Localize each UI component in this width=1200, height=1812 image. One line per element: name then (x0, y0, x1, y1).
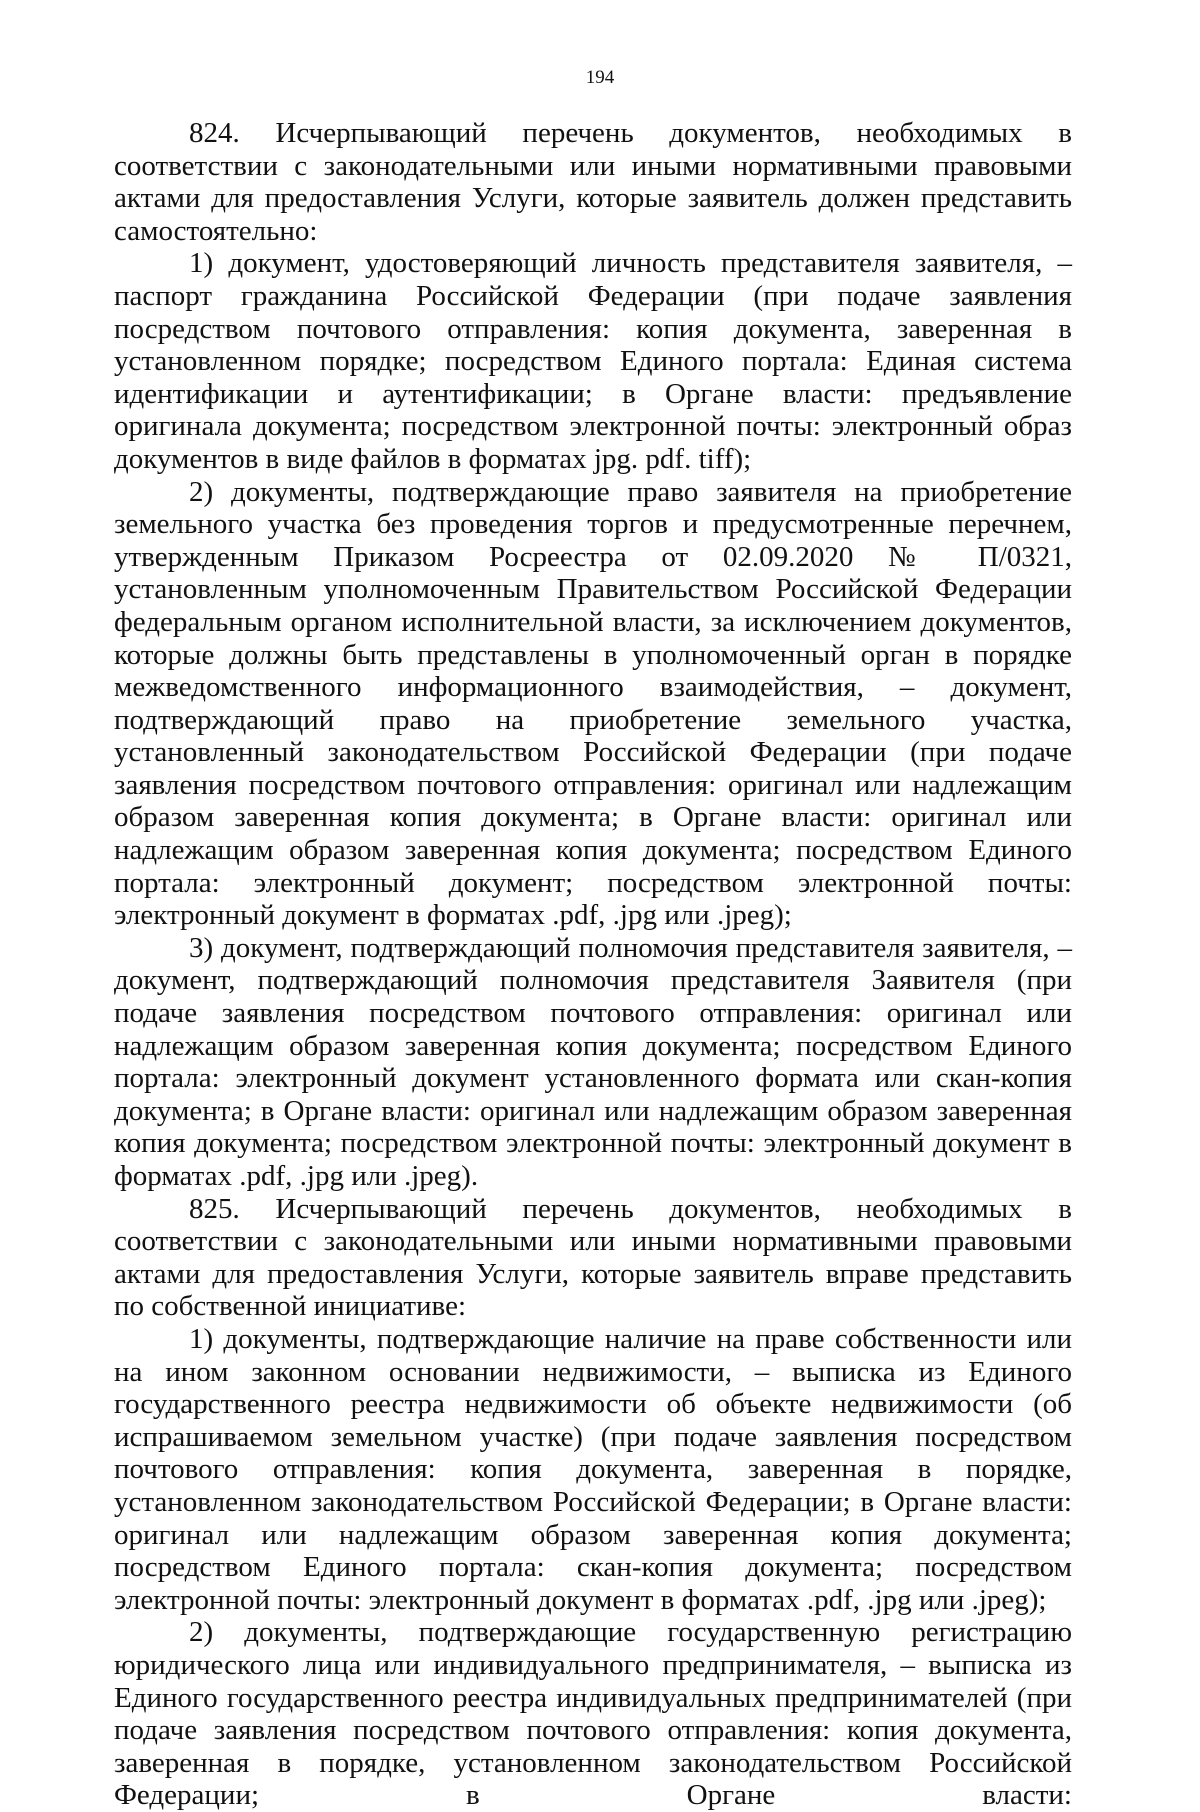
document-body (114, 117, 1072, 1812)
paragraph-824-item-1: 1) документ, удостоверяющий личность представителя заявителя, – паспорт гражданина Российской Федерации (при подаче заявления посредством почтового отправления: копия документа, заверенная в установленном порядке; посредством Единого портала: Единая система идентификации и аутентификации; в Органе власти: предъявление оригинала документа; посредством электронной почты: электронный образ документов в виде файлов в форматах jpg. pdf. tiff); (114, 247, 1072, 475)
paragraph-825-item-1: 1) документы, подтверждающие наличие на праве собственности или на ином законном основании недвижимости, – выписка из Единого государственного реестра недвижимости об объекте недвижимости (об испрашиваемом земельном участке) (при подаче заявления посредством почтового отправления: копия документа, заверенная в порядке, установленном законодательством Российской Федерации; в Органе власти: оригинал или надлежащим образом заверенная копия документа; посредством Единого портала: скан-копия документа; посредством электронной почты: электронный документ в форматах .pdf, .jpg или .jpeg); (114, 1322, 1072, 1616)
page-number: 194 (585, 67, 615, 88)
paragraph-824-item-2: 2) документы, подтверждающие право заявителя на приобретение земельного участка без проведения торгов и предусмотренные перечнем, утвержденным Приказом Росреестра от 02.09.2020 № П/0321, установленным уполномоченным Правительством Российской Федерации федеральным органом исполнительной власти, за исключением документов, которые должны быть представлены в уполномоченный орган в порядке межведомственного информационного взаимодействия, – документ, подтверждающий право на приобретение земельного участка, установленный законодательством Российской Федерации (при подаче заявления посредством почтового отправления: оригинал или надлежащим образом заверенная копия документа; в Органе власти: оригинал или надлежащим образом заверенная копия документа; посредством Единого портала: электронный документ; посредством электронной почты: электронный документ в форматах .pdf, .jpg или .jpeg); (114, 475, 1072, 932)
paragraph-825-item-2: 2) документы, подтверждающие государственную регистрацию юридического лица или индивидуального предпринимателя, – выписка из Единого государственного реестра индивидуальных предпринимателей (при подаче заявления посредством почтового отправления: копия документа, заверенная в порядке, установленном законодательством Российской Федерации; в Органе власти: (114, 1616, 1072, 1812)
paragraph-824: 824. Исчерпывающий перечень документов, необходимых в соответствии с законодательными или иными нормативными правовыми актами для предоставления Услуги, которые заявитель должен представить самостоятельно: (114, 117, 1072, 247)
paragraph-824-item-3: 3) документ, подтверждающий полномочия представителя заявителя, – документ, подтверждающий полномочия представителя Заявителя (при подаче заявления посредством почтового отправления: оригинал или надлежащим образом заверенная копия документа; посредством Единого портала: электронный документ установленного формата или скан-копия документа; в Органе власти: оригинал или надлежащим образом заверенная копия документа; посредством электронной почты: электронный документ в форматах .pdf, .jpg или .jpeg). (114, 931, 1072, 1192)
paragraph-825: 825. Исчерпывающий перечень документов, необходимых в соответствии с законодательными или иными нормативными правовыми актами для предоставления Услуги, которые заявитель вправе представить по собственной инициативе: (114, 1192, 1072, 1323)
